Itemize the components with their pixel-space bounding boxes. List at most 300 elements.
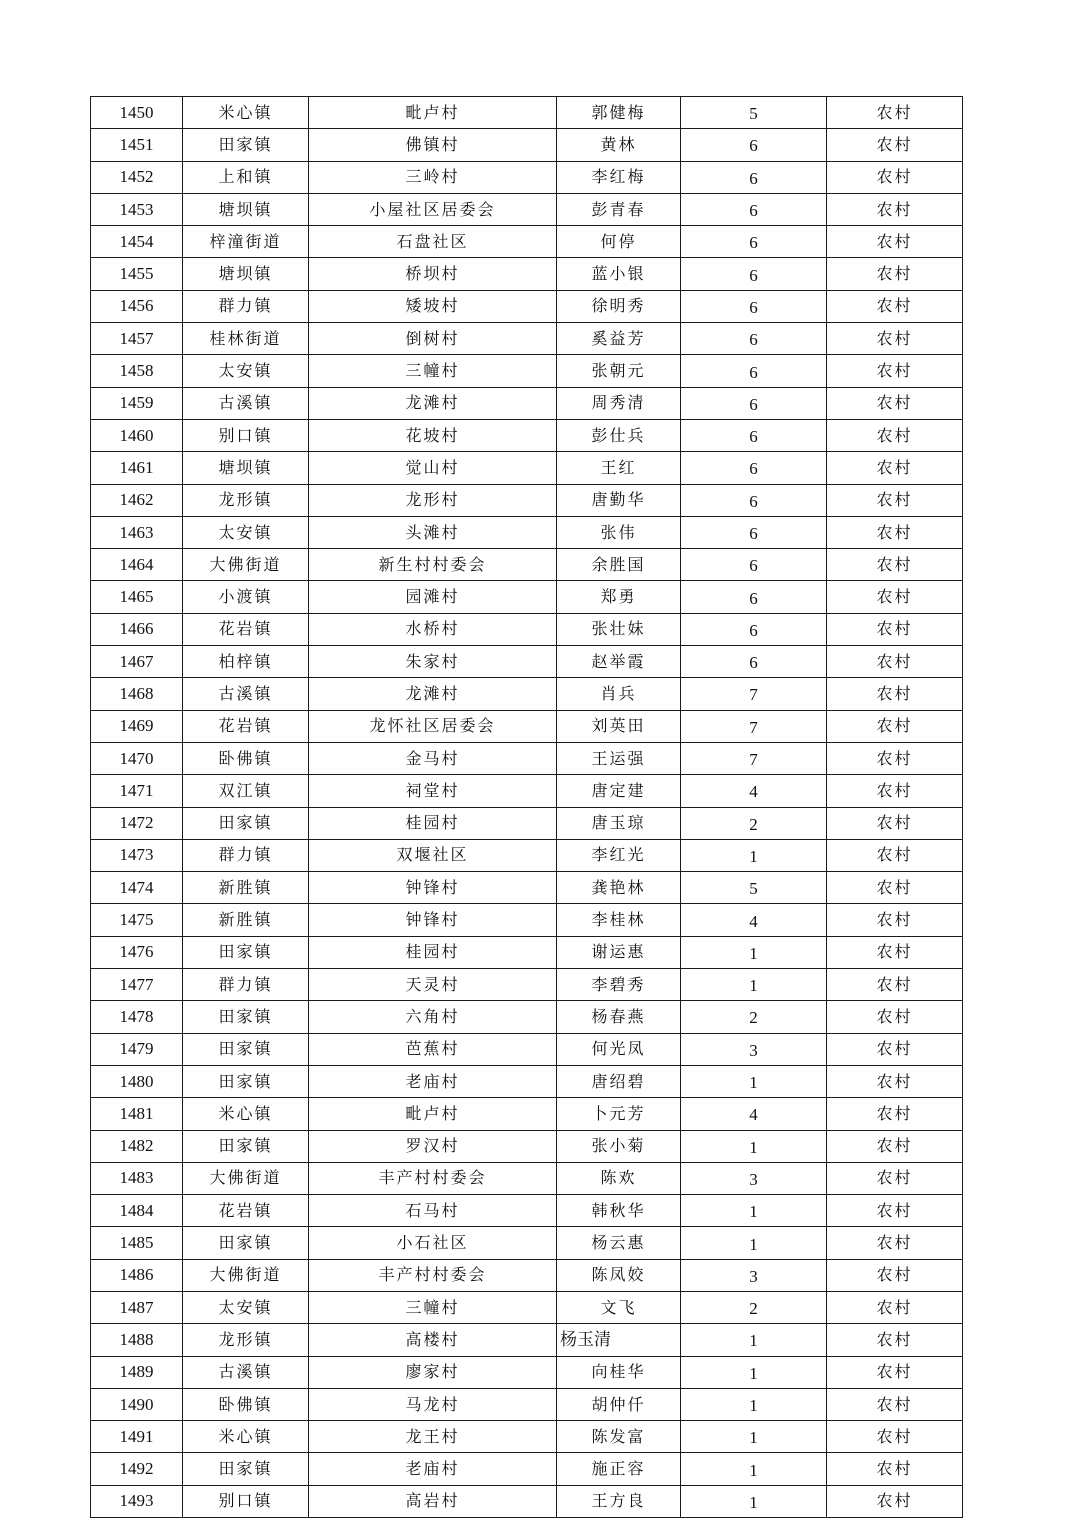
row-number-cell: 1470 [91, 742, 183, 774]
household-count-cell: 6 [681, 646, 827, 678]
household-count-cell: 4 [681, 1098, 827, 1130]
row-number-cell: 1476 [91, 936, 183, 968]
person-name-cell: 唐玉琼 [557, 807, 681, 839]
table-row [91, 613, 963, 645]
town-cell: 米心镇 [183, 97, 309, 129]
person-name-cell: 胡仲仟 [557, 1388, 681, 1420]
household-count-cell: 1 [681, 936, 827, 968]
person-name-cell: 文飞 [557, 1291, 681, 1323]
area-type-cell: 农村 [827, 1001, 963, 1033]
table-row [91, 1388, 963, 1420]
area-type-cell: 农村 [827, 678, 963, 710]
household-count-cell: 1 [681, 839, 827, 871]
area-type-cell: 农村 [827, 1485, 963, 1517]
person-name-cell: 余胜国 [557, 549, 681, 581]
row-number-cell: 1459 [91, 387, 183, 419]
table-row [91, 678, 963, 710]
area-type-cell: 农村 [827, 1065, 963, 1097]
village-cell: 廖家村 [309, 1356, 557, 1388]
village-cell: 三幢村 [309, 1291, 557, 1323]
village-cell: 龙滩村 [309, 387, 557, 419]
person-name-cell: 肖兵 [557, 678, 681, 710]
household-count-cell: 6 [681, 323, 827, 355]
town-cell: 田家镇 [183, 936, 309, 968]
town-cell: 米心镇 [183, 1421, 309, 1453]
village-cell: 高岩村 [309, 1485, 557, 1517]
row-number-cell: 1480 [91, 1065, 183, 1097]
town-cell: 群力镇 [183, 969, 309, 1001]
person-name-cell: 施正容 [557, 1453, 681, 1485]
table-row [91, 452, 963, 484]
table-row [91, 807, 963, 839]
area-type-cell: 农村 [827, 1227, 963, 1259]
row-number-cell: 1481 [91, 1098, 183, 1130]
village-cell: 三幢村 [309, 355, 557, 387]
row-number-cell: 1489 [91, 1356, 183, 1388]
person-name-cell: 郭健梅 [557, 97, 681, 129]
household-count-cell: 1 [681, 1453, 827, 1485]
table-row [91, 872, 963, 904]
row-number-cell: 1483 [91, 1162, 183, 1194]
area-type-cell: 农村 [827, 775, 963, 807]
row-number-cell: 1482 [91, 1130, 183, 1162]
area-type-cell: 农村 [827, 323, 963, 355]
row-number-cell: 1468 [91, 678, 183, 710]
town-cell: 塘坝镇 [183, 452, 309, 484]
table-row [91, 1162, 963, 1194]
household-count-cell: 1 [681, 1485, 827, 1517]
table-row [91, 355, 963, 387]
town-cell: 太安镇 [183, 355, 309, 387]
household-count-cell: 6 [681, 419, 827, 451]
area-type-cell: 农村 [827, 839, 963, 871]
table-row [91, 1130, 963, 1162]
village-cell: 毗卢村 [309, 97, 557, 129]
row-number-cell: 1460 [91, 419, 183, 451]
town-cell: 卧佛镇 [183, 742, 309, 774]
town-cell: 田家镇 [183, 1065, 309, 1097]
area-type-cell: 农村 [827, 387, 963, 419]
village-cell: 毗卢村 [309, 1098, 557, 1130]
town-cell: 太安镇 [183, 516, 309, 548]
area-type-cell: 农村 [827, 807, 963, 839]
row-number-cell: 1461 [91, 452, 183, 484]
person-name-cell: 张小菊 [557, 1130, 681, 1162]
table-row [91, 646, 963, 678]
village-cell: 芭蕉村 [309, 1033, 557, 1065]
area-type-cell: 农村 [827, 97, 963, 129]
town-cell: 龙形镇 [183, 1324, 309, 1356]
table-row [91, 387, 963, 419]
table-row [91, 581, 963, 613]
table-row [91, 1001, 963, 1033]
person-name-cell: 奚益芳 [557, 323, 681, 355]
household-count-cell: 1 [681, 969, 827, 1001]
person-name-cell: 徐明秀 [557, 290, 681, 322]
row-number-cell: 1484 [91, 1195, 183, 1227]
household-count-cell: 7 [681, 678, 827, 710]
person-name-cell: 杨春燕 [557, 1001, 681, 1033]
town-cell: 田家镇 [183, 1227, 309, 1259]
table-row [91, 516, 963, 548]
village-cell: 佛镇村 [309, 129, 557, 161]
table-row [91, 775, 963, 807]
village-cell: 丰产村村委会 [309, 1162, 557, 1194]
row-number-cell: 1456 [91, 290, 183, 322]
document-page [90, 96, 962, 1518]
person-name-cell: 唐绍碧 [557, 1065, 681, 1097]
person-name-cell: 彭青春 [557, 193, 681, 225]
household-count-cell: 6 [681, 581, 827, 613]
table-row [91, 904, 963, 936]
row-number-cell: 1464 [91, 549, 183, 581]
household-count-cell: 3 [681, 1259, 827, 1291]
village-cell: 桂园村 [309, 936, 557, 968]
area-type-cell: 农村 [827, 193, 963, 225]
table-row [91, 1098, 963, 1130]
town-cell: 龙形镇 [183, 484, 309, 516]
area-type-cell: 农村 [827, 290, 963, 322]
village-cell: 水桥村 [309, 613, 557, 645]
area-type-cell: 农村 [827, 1130, 963, 1162]
area-type-cell: 农村 [827, 872, 963, 904]
person-name-cell: 何停 [557, 226, 681, 258]
table-row [91, 1421, 963, 1453]
table-row [91, 290, 963, 322]
table-row [91, 549, 963, 581]
household-count-cell: 5 [681, 97, 827, 129]
row-number-cell: 1486 [91, 1259, 183, 1291]
town-cell: 大佛街道 [183, 549, 309, 581]
village-cell: 龙怀社区居委会 [309, 710, 557, 742]
area-type-cell: 农村 [827, 1324, 963, 1356]
town-cell: 群力镇 [183, 839, 309, 871]
village-cell: 小屋社区居委会 [309, 193, 557, 225]
area-type-cell: 农村 [827, 516, 963, 548]
household-count-cell: 6 [681, 484, 827, 516]
row-number-cell: 1469 [91, 710, 183, 742]
table-row [91, 839, 963, 871]
village-cell: 钟锋村 [309, 872, 557, 904]
area-type-cell: 农村 [827, 969, 963, 1001]
area-type-cell: 农村 [827, 904, 963, 936]
table-row [91, 1259, 963, 1291]
area-type-cell: 农村 [827, 646, 963, 678]
town-cell: 田家镇 [183, 1453, 309, 1485]
person-name-cell: 杨云惠 [557, 1227, 681, 1259]
person-name-cell: 向桂华 [557, 1356, 681, 1388]
town-cell: 新胜镇 [183, 904, 309, 936]
village-cell: 马龙村 [309, 1388, 557, 1420]
village-cell: 老庙村 [309, 1453, 557, 1485]
area-type-cell: 农村 [827, 258, 963, 290]
village-cell: 罗汉村 [309, 1130, 557, 1162]
area-type-cell: 农村 [827, 355, 963, 387]
town-cell: 小渡镇 [183, 581, 309, 613]
person-name-cell: 唐定建 [557, 775, 681, 807]
area-type-cell: 农村 [827, 1162, 963, 1194]
village-cell: 龙滩村 [309, 678, 557, 710]
household-count-cell: 2 [681, 807, 827, 839]
area-type-cell: 农村 [827, 452, 963, 484]
household-count-cell: 6 [681, 516, 827, 548]
person-name-cell: 蓝小银 [557, 258, 681, 290]
area-type-cell: 农村 [827, 484, 963, 516]
village-cell: 六角村 [309, 1001, 557, 1033]
village-cell: 高楼村 [309, 1324, 557, 1356]
person-name-cell: 刘英田 [557, 710, 681, 742]
village-cell: 石盘社区 [309, 226, 557, 258]
area-type-cell: 农村 [827, 1356, 963, 1388]
town-cell: 花岩镇 [183, 613, 309, 645]
village-cell: 桂园村 [309, 807, 557, 839]
area-type-cell: 农村 [827, 226, 963, 258]
household-count-cell: 6 [681, 355, 827, 387]
village-cell: 朱家村 [309, 646, 557, 678]
row-number-cell: 1475 [91, 904, 183, 936]
person-name-cell: 陈欢 [557, 1162, 681, 1194]
household-count-cell: 1 [681, 1388, 827, 1420]
row-number-cell: 1457 [91, 323, 183, 355]
table-row [91, 1356, 963, 1388]
area-type-cell: 农村 [827, 161, 963, 193]
town-cell: 大佛街道 [183, 1162, 309, 1194]
table-row [91, 1065, 963, 1097]
person-name-cell: 杨玉清 [557, 1324, 681, 1356]
row-number-cell: 1491 [91, 1421, 183, 1453]
town-cell: 古溪镇 [183, 678, 309, 710]
household-count-cell: 6 [681, 549, 827, 581]
town-cell: 米心镇 [183, 1098, 309, 1130]
person-name-cell: 李红梅 [557, 161, 681, 193]
town-cell: 桂林街道 [183, 323, 309, 355]
person-name-cell: 韩秋华 [557, 1195, 681, 1227]
area-type-cell: 农村 [827, 613, 963, 645]
village-cell: 倒树村 [309, 323, 557, 355]
household-count-cell: 6 [681, 613, 827, 645]
person-name-cell: 卜元芳 [557, 1098, 681, 1130]
person-name-cell: 李碧秀 [557, 969, 681, 1001]
household-count-cell: 6 [681, 452, 827, 484]
household-count-cell: 6 [681, 226, 827, 258]
village-cell: 龙形村 [309, 484, 557, 516]
table-row [91, 419, 963, 451]
area-type-cell: 农村 [827, 419, 963, 451]
person-name-cell: 张伟 [557, 516, 681, 548]
person-name-cell: 周秀清 [557, 387, 681, 419]
area-type-cell: 农村 [827, 1421, 963, 1453]
person-name-cell: 陈凤姣 [557, 1259, 681, 1291]
household-count-cell: 3 [681, 1033, 827, 1065]
village-cell: 双堰社区 [309, 839, 557, 871]
table-row [91, 161, 963, 193]
row-number-cell: 1451 [91, 129, 183, 161]
town-cell: 大佛街道 [183, 1259, 309, 1291]
village-cell: 园滩村 [309, 581, 557, 613]
village-cell: 石马村 [309, 1195, 557, 1227]
village-cell: 矮坡村 [309, 290, 557, 322]
person-name-cell: 龚艳林 [557, 872, 681, 904]
row-number-cell: 1485 [91, 1227, 183, 1259]
row-number-cell: 1477 [91, 969, 183, 1001]
household-count-cell: 2 [681, 1291, 827, 1323]
household-count-cell: 6 [681, 387, 827, 419]
row-number-cell: 1454 [91, 226, 183, 258]
table-row [91, 969, 963, 1001]
person-name-cell: 彭仕兵 [557, 419, 681, 451]
person-name-cell: 王运强 [557, 742, 681, 774]
roster-table-body [91, 97, 963, 1518]
household-count-cell: 1 [681, 1324, 827, 1356]
row-number-cell: 1479 [91, 1033, 183, 1065]
row-number-cell: 1462 [91, 484, 183, 516]
town-cell: 别口镇 [183, 1485, 309, 1517]
table-row [91, 1195, 963, 1227]
household-count-cell: 3 [681, 1162, 827, 1194]
village-cell: 头滩村 [309, 516, 557, 548]
town-cell: 田家镇 [183, 1033, 309, 1065]
row-number-cell: 1471 [91, 775, 183, 807]
household-count-cell: 7 [681, 710, 827, 742]
town-cell: 塘坝镇 [183, 193, 309, 225]
area-type-cell: 农村 [827, 1388, 963, 1420]
roster-table [90, 96, 963, 1518]
area-type-cell: 农村 [827, 710, 963, 742]
household-count-cell: 6 [681, 193, 827, 225]
household-count-cell: 5 [681, 872, 827, 904]
table-row [91, 1033, 963, 1065]
row-number-cell: 1467 [91, 646, 183, 678]
table-row [91, 710, 963, 742]
row-number-cell: 1463 [91, 516, 183, 548]
household-count-cell: 4 [681, 775, 827, 807]
row-number-cell: 1478 [91, 1001, 183, 1033]
row-number-cell: 1458 [91, 355, 183, 387]
person-name-cell: 李红光 [557, 839, 681, 871]
town-cell: 花岩镇 [183, 710, 309, 742]
table-row [91, 258, 963, 290]
village-cell: 桥坝村 [309, 258, 557, 290]
household-count-cell: 6 [681, 290, 827, 322]
table-row [91, 1324, 963, 1356]
household-count-cell: 7 [681, 742, 827, 774]
town-cell: 田家镇 [183, 807, 309, 839]
row-number-cell: 1450 [91, 97, 183, 129]
table-row [91, 1291, 963, 1323]
town-cell: 新胜镇 [183, 872, 309, 904]
household-count-cell: 1 [681, 1421, 827, 1453]
household-count-cell: 4 [681, 904, 827, 936]
household-count-cell: 6 [681, 258, 827, 290]
village-cell: 花坡村 [309, 419, 557, 451]
village-cell: 老庙村 [309, 1065, 557, 1097]
table-row [91, 1485, 963, 1517]
town-cell: 梓潼街道 [183, 226, 309, 258]
village-cell: 丰产村村委会 [309, 1259, 557, 1291]
row-number-cell: 1473 [91, 839, 183, 871]
town-cell: 别口镇 [183, 419, 309, 451]
area-type-cell: 农村 [827, 1453, 963, 1485]
table-row [91, 193, 963, 225]
person-name-cell: 赵举霞 [557, 646, 681, 678]
town-cell: 田家镇 [183, 1001, 309, 1033]
village-cell: 龙王村 [309, 1421, 557, 1453]
household-count-cell: 2 [681, 1001, 827, 1033]
table-row [91, 484, 963, 516]
row-number-cell: 1452 [91, 161, 183, 193]
area-type-cell: 农村 [827, 1195, 963, 1227]
table-row [91, 323, 963, 355]
row-number-cell: 1488 [91, 1324, 183, 1356]
household-count-cell: 1 [681, 1195, 827, 1227]
person-name-cell: 王方良 [557, 1485, 681, 1517]
row-number-cell: 1490 [91, 1388, 183, 1420]
person-name-cell: 唐勤华 [557, 484, 681, 516]
town-cell: 花岩镇 [183, 1195, 309, 1227]
person-name-cell: 谢运惠 [557, 936, 681, 968]
person-name-cell: 黄林 [557, 129, 681, 161]
town-cell: 塘坝镇 [183, 258, 309, 290]
person-name-cell: 李桂林 [557, 904, 681, 936]
person-name-cell: 张壮妹 [557, 613, 681, 645]
table-row [91, 97, 963, 129]
table-row [91, 129, 963, 161]
household-count-cell: 1 [681, 1130, 827, 1162]
row-number-cell: 1453 [91, 193, 183, 225]
area-type-cell: 农村 [827, 1259, 963, 1291]
household-count-cell: 6 [681, 161, 827, 193]
person-name-cell: 郑勇 [557, 581, 681, 613]
table-row [91, 226, 963, 258]
row-number-cell: 1472 [91, 807, 183, 839]
village-cell: 钟锋村 [309, 904, 557, 936]
row-number-cell: 1466 [91, 613, 183, 645]
area-type-cell: 农村 [827, 581, 963, 613]
town-cell: 双江镇 [183, 775, 309, 807]
area-type-cell: 农村 [827, 129, 963, 161]
village-cell: 觉山村 [309, 452, 557, 484]
area-type-cell: 农村 [827, 549, 963, 581]
town-cell: 卧佛镇 [183, 1388, 309, 1420]
row-number-cell: 1465 [91, 581, 183, 613]
row-number-cell: 1492 [91, 1453, 183, 1485]
person-name-cell: 何光凤 [557, 1033, 681, 1065]
town-cell: 上和镇 [183, 161, 309, 193]
table-row [91, 742, 963, 774]
household-count-cell: 1 [681, 1356, 827, 1388]
village-cell: 三岭村 [309, 161, 557, 193]
area-type-cell: 农村 [827, 1098, 963, 1130]
household-count-cell: 1 [681, 1227, 827, 1259]
row-number-cell: 1474 [91, 872, 183, 904]
household-count-cell: 1 [681, 1065, 827, 1097]
row-number-cell: 1493 [91, 1485, 183, 1517]
table-row [91, 1453, 963, 1485]
person-name-cell: 王红 [557, 452, 681, 484]
town-cell: 柏梓镇 [183, 646, 309, 678]
area-type-cell: 农村 [827, 742, 963, 774]
town-cell: 古溪镇 [183, 387, 309, 419]
town-cell: 田家镇 [183, 129, 309, 161]
town-cell: 古溪镇 [183, 1356, 309, 1388]
village-cell: 祠堂村 [309, 775, 557, 807]
village-cell: 新生村村委会 [309, 549, 557, 581]
person-name-cell: 张朝元 [557, 355, 681, 387]
village-cell: 金马村 [309, 742, 557, 774]
village-cell: 小石社区 [309, 1227, 557, 1259]
town-cell: 田家镇 [183, 1130, 309, 1162]
town-cell: 太安镇 [183, 1291, 309, 1323]
